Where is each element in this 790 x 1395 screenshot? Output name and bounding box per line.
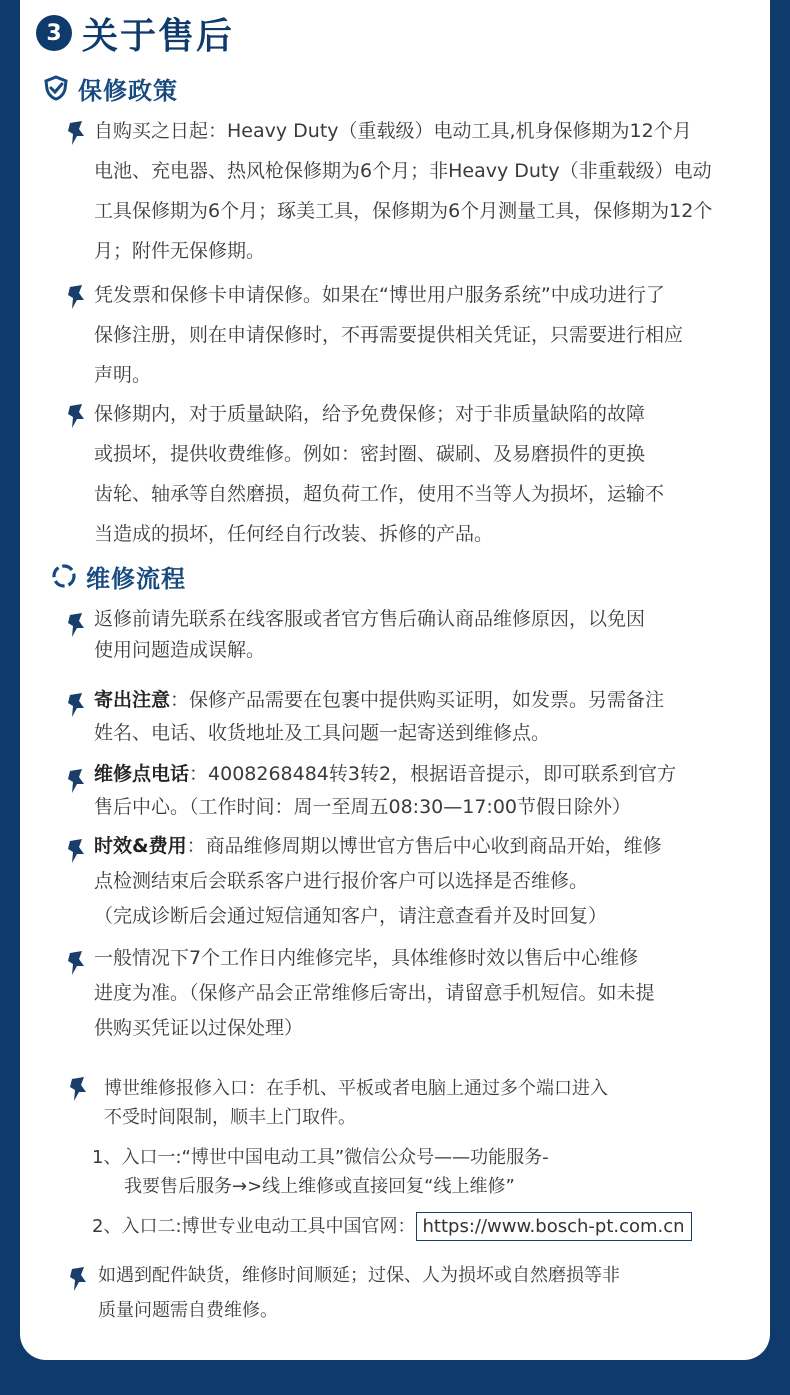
section-title-text: 关于售后: [82, 15, 235, 57]
warranty-item-1: 自购买之日起：Heavy Duty（重载级）电动工具,机身保修期为12个月 电池、充电器、热风枪保修期为6个月；非Heavy Duty（非重载级）电动 工具保修期为6个月；琢美工具，保修期为6个月测量工具，保修期为12个 月；附件无保修期。: [94, 120, 713, 262]
pushpin-icon: [66, 838, 88, 864]
warranty-heading-text: 保修政策: [78, 76, 178, 105]
pushpin-icon: [66, 612, 88, 638]
entry-website: 2、入口二:博世专业电动工具中国官网： https://www.bosch-pt.com.cn: [92, 1212, 692, 1242]
section-number-badge: 3: [36, 15, 72, 51]
warranty-heading: [42, 68, 178, 108]
pushpin-icon: [66, 284, 88, 310]
repair-heading-text: 维修流程: [86, 564, 186, 593]
official-website-link[interactable]: https://www.bosch-pt.com.cn: [416, 1212, 692, 1241]
repair-item-4: 时效&费用：商品维修周期以博世官方售后中心收到商品开始，维修 点检测结束后会联系客户进行报价客户可以选择是否维修。 （完成诊断后会通过短信通知客户，请注意查看并及时回复）: [94, 835, 662, 927]
pushpin-icon: [68, 1266, 90, 1292]
repair-item-1: 返修前请先联系在线客服或者官方售后确认商品维修原因，以免因 使用问题造成误解。: [94, 608, 646, 661]
pushpin-icon: [66, 768, 88, 794]
pushpin-icon: [68, 1076, 90, 1102]
pushpin-icon: [66, 950, 88, 976]
pushpin-icon: [66, 692, 88, 718]
shield-icon: [42, 74, 70, 102]
warranty-item-3: 保修期内，对于质量缺陷，给予免费保修；对于非质量缺陷的故障 或损坏，提供收费维修。例如：密封圈、碳刷、及易磨损件的更换 齿轮、轴承等自然磨损，超负荷工作，使用不当等人为损坏，运输不 当造成的损坏，任何经自行改装、拆修的产品。: [94, 403, 665, 545]
repair-item-6: 博世维修报修入口：在手机、平板或者电脑上通过多个端口进入 不受时间限制，顺丰上门取件。: [104, 1078, 608, 1128]
warranty-item-2: 凭发票和保修卡申请保修。如果在“博世用户服务系统”中成功进行了 保修注册，则在申请保修时，不再需要提供相关凭证，只需要进行相应 声明。: [94, 284, 684, 386]
repair-heading: [50, 556, 186, 596]
repair-item-5: 一般情况下7个工作日内维修完毕，具体维修时效以售后中心维修 进度为准。（保修产品会正常维修后寄出，请留意手机短信。如未提 供购买凭证以过保处理）: [94, 947, 655, 1039]
repair-item-7: 如遇到配件缺货，维修时间顺延；过保、人为损坏或自然磨损等非 质量问题需自费维修。: [98, 1265, 620, 1321]
cycle-icon: [50, 562, 78, 590]
pushpin-icon: [66, 120, 88, 146]
repair-item-2: 寄出注意：保修产品需要在包裹中提供购买证明，如发票。另需备注 姓名、电话、收货地址及工具问题一起寄送到维修点。: [94, 689, 665, 744]
after-sales-card: [20, 0, 770, 1360]
entry-wechat: 1、入口一:“博世中国电动工具”微信公众号——功能服务- 我要售后服务→>线上维修或直接回复“线上维修”: [92, 1147, 549, 1197]
section-title: [36, 10, 234, 56]
pushpin-icon: [66, 403, 88, 429]
repair-item-3: 维修点电话：4008268484转3转2，根据语音提示，即可联系到官方 售后中心。（工作时间：周一至周五08:30—17:00节假日除外）: [94, 763, 677, 818]
